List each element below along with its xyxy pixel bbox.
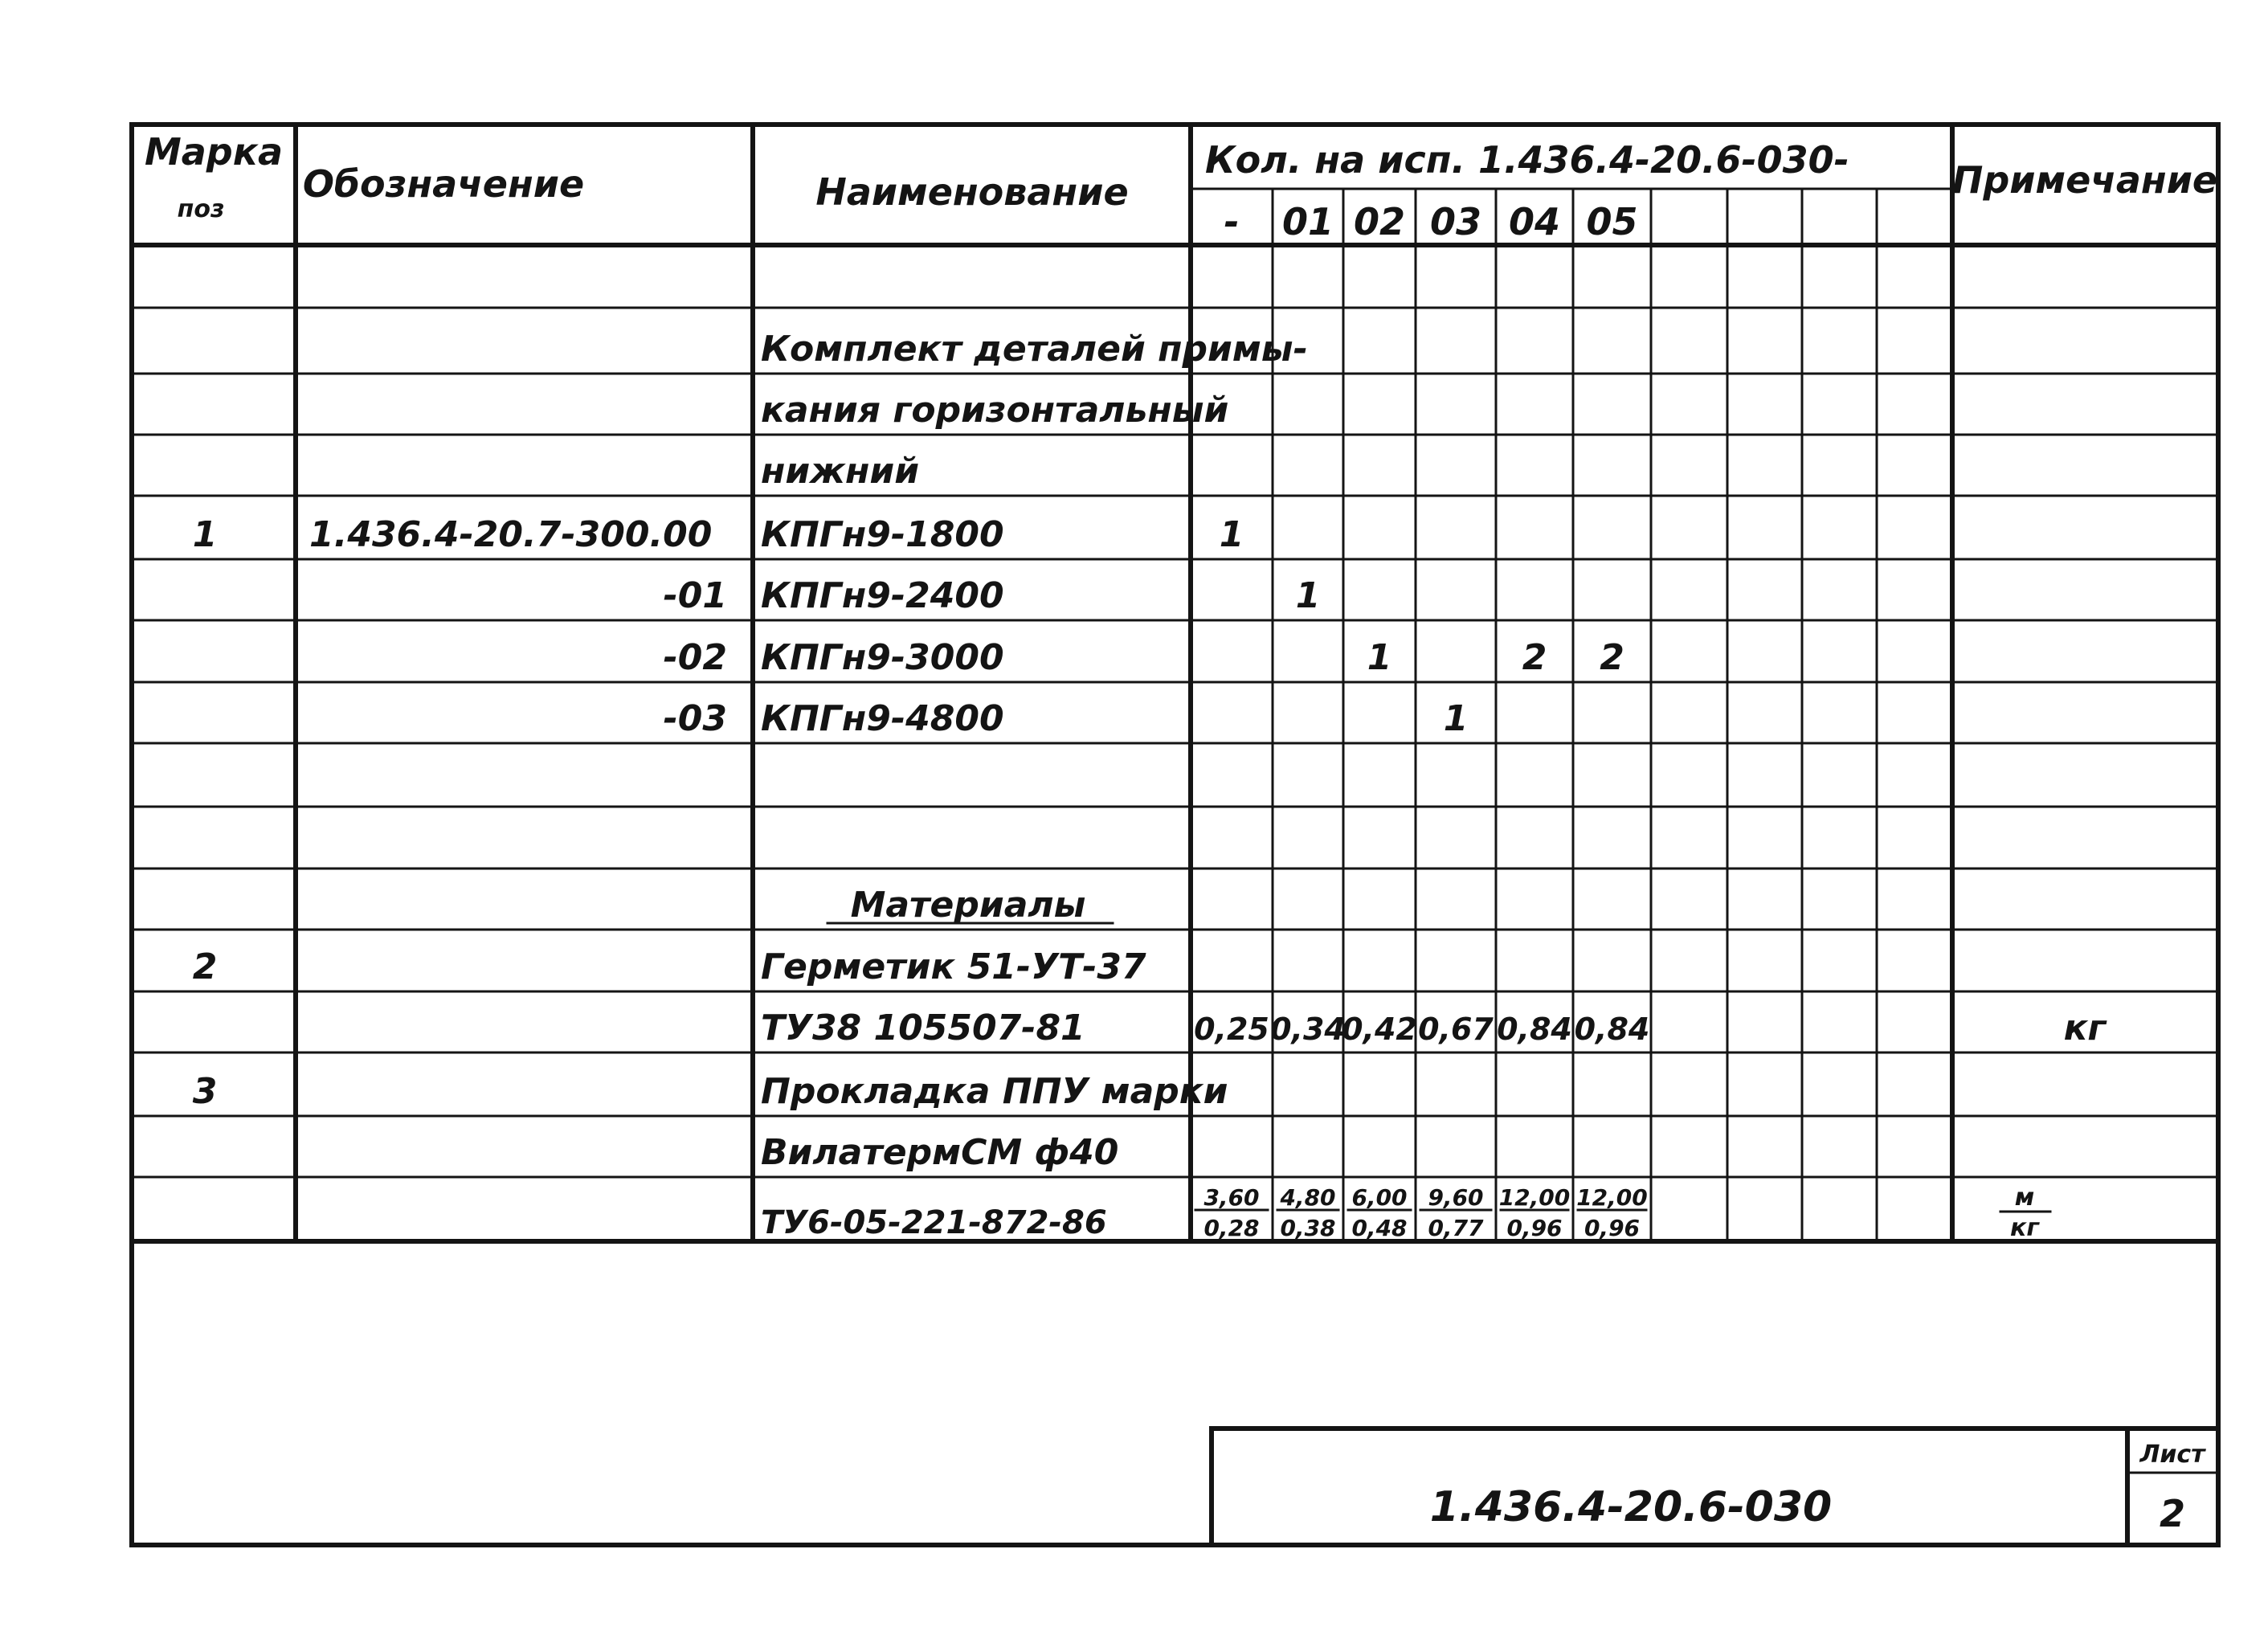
row-pos: 1: [192, 514, 218, 555]
table-row: [193, 946, 1146, 987]
header-name: Наименование: [815, 170, 1129, 214]
row-qty: 1: [1443, 698, 1469, 739]
table-row: [664, 698, 1469, 739]
row-name: КПГн9-2400: [761, 575, 1004, 616]
variant-header: 04: [1508, 200, 1561, 243]
note-unit-bottom: кг: [2009, 1214, 2040, 1242]
table-row: [664, 575, 1321, 616]
row-note: кг: [2063, 1008, 2107, 1048]
table-row: [193, 1071, 1228, 1112]
fraction-numerator: 4,80: [1280, 1184, 1336, 1211]
row-name: Герметик 51-УТ-37: [761, 946, 1146, 987]
row-qty: 1: [1295, 575, 1321, 616]
fraction-numerator: 12,00: [1498, 1184, 1571, 1211]
header-marka: Марка: [144, 130, 284, 174]
fraction-denominator: 0,48: [1351, 1215, 1408, 1241]
row-qty: 0,67: [1418, 1012, 1494, 1047]
row-name: Прокладка ППУ марки: [761, 1071, 1228, 1112]
row-qty: 2: [1600, 637, 1624, 678]
fraction-numerator: 9,60: [1428, 1184, 1484, 1211]
row-qty: 0,84: [1574, 1012, 1650, 1047]
row-designation: -01: [663, 575, 727, 616]
row-qty: 1: [1367, 637, 1392, 678]
table-row: [761, 1008, 2107, 1048]
variant-header: 03: [1429, 200, 1482, 243]
row-name: КПГн9-4800: [761, 698, 1004, 739]
table-row: [828, 885, 1113, 926]
fraction-numerator: 6,00: [1351, 1184, 1408, 1211]
row-qty: 0,42: [1342, 1012, 1417, 1047]
variant-header: 01: [1281, 200, 1334, 243]
variant-headers: [1224, 200, 1637, 243]
row-name: кания горизонтальный: [761, 390, 1229, 431]
row-qty: 0,84: [1497, 1012, 1572, 1047]
stamp-code: 1.436.4-20.6-030: [1429, 1483, 1833, 1531]
row-name: ВилатермСМ ф40: [761, 1132, 1119, 1173]
row-name: Комплект деталей примы-: [761, 329, 1308, 370]
stamp-sheet-number: 2: [2159, 1492, 2186, 1535]
fraction-denominator: 0,77: [1428, 1215, 1484, 1241]
row-pos: 3: [192, 1071, 218, 1112]
note-unit-top: м: [2014, 1183, 2035, 1212]
fraction-denominator: 0,96: [1506, 1215, 1563, 1241]
stamp-sheet-label: Лист: [2139, 1441, 2205, 1469]
row-pos: 2: [192, 946, 218, 987]
row-name: ТУ38 105507-81: [761, 1008, 1085, 1048]
row-qty: 0,34: [1270, 1012, 1346, 1047]
table-row: [193, 514, 1244, 555]
spec-rows: [193, 329, 2108, 1173]
row-designation: -02: [663, 637, 727, 678]
variant-header: 05: [1586, 200, 1638, 243]
table-row: [761, 390, 1228, 431]
fraction-numerator: 12,00: [1576, 1184, 1648, 1211]
fraction-row: [761, 1183, 2050, 1242]
row-qty: 1: [1219, 514, 1244, 555]
row-designation: 1.436.4-20.7-300.00: [309, 514, 713, 555]
variant-header: -: [1224, 200, 1240, 243]
table-row: [761, 329, 1308, 370]
row-name: нижний: [761, 451, 920, 492]
row-qty: 2: [1522, 637, 1547, 678]
fraction-denominator: 0,96: [1584, 1215, 1641, 1241]
row-name: ТУ6-05-221-872-86: [761, 1204, 1107, 1241]
fraction-denominator: 0,38: [1280, 1215, 1336, 1241]
table-row: [761, 451, 919, 492]
fraction-numerator: 3,60: [1203, 1184, 1260, 1211]
fraction-denominator: 0,28: [1203, 1215, 1260, 1241]
row-name: КПГн9-1800: [761, 514, 1004, 555]
row-designation: -03: [663, 698, 727, 739]
table-row: [761, 1132, 1118, 1173]
header-poz: поз: [177, 195, 225, 223]
row-qty: 0,25: [1194, 1012, 1269, 1047]
header-designation: Обозначение: [302, 162, 585, 206]
variant-header: 02: [1353, 200, 1406, 243]
header-qty-title: Кол. на исп. 1.436.4-20.6-030-: [1205, 138, 1849, 182]
header-note: Примечание: [1951, 158, 2218, 202]
row-name: КПГн9-3000: [761, 637, 1004, 678]
qty-subcolumn-lines: [1273, 189, 1877, 1241]
table-row: [664, 637, 1624, 678]
section-heading: Материалы: [850, 885, 1086, 926]
